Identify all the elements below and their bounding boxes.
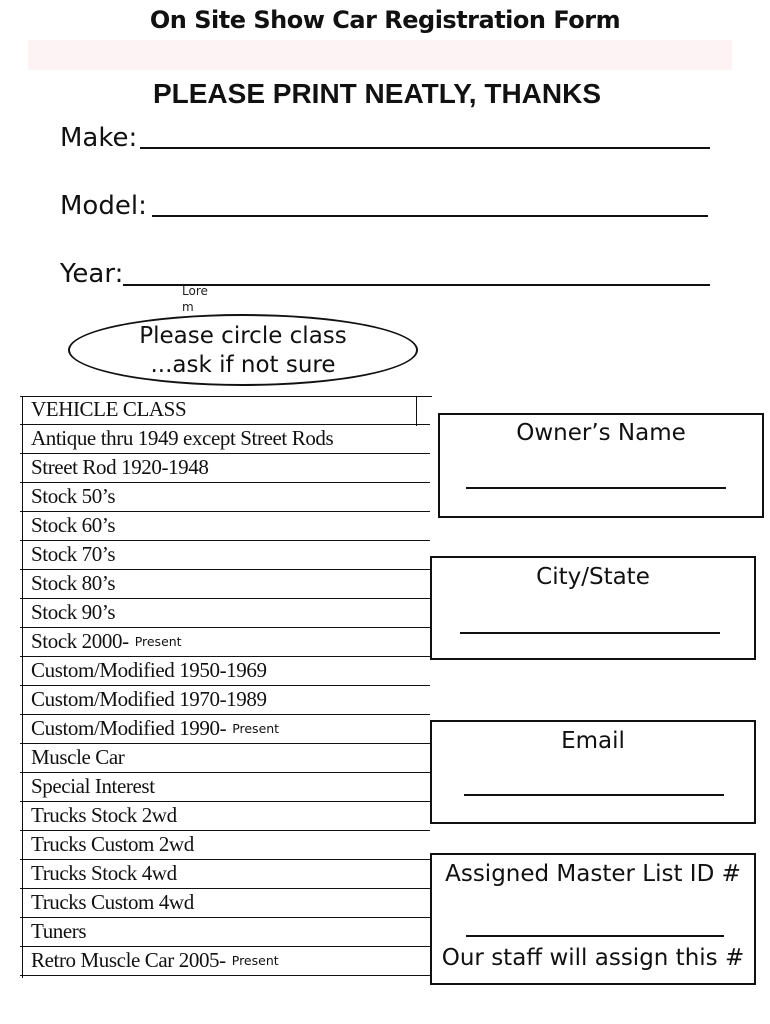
- table-row[interactable]: [20, 425, 430, 454]
- vehicle-class-label: [31, 600, 115, 625]
- table-row[interactable]: [20, 831, 430, 860]
- table-row[interactable]: [20, 657, 430, 686]
- vehicle-class-suffix: Present: [134, 634, 182, 649]
- vehicle-class-label: [31, 890, 194, 915]
- vehicle-class-label: [31, 687, 267, 712]
- vehicle-class-label: [31, 861, 177, 886]
- vehicle-class-name: Trucks Stock 4wd: [31, 861, 177, 885]
- vehicle-class-name: Custom/Modified 1970-1989: [31, 687, 267, 711]
- table-row[interactable]: [20, 628, 430, 657]
- make-line[interactable]: [140, 147, 710, 149]
- vehicle-class-name: Trucks Custom 4wd: [31, 890, 194, 914]
- vehicle-class-name: Stock 2000-: [31, 629, 129, 653]
- circle-class-note: [68, 322, 418, 380]
- staff-assign-note: Our staff will assign this #: [441, 945, 745, 971]
- table-header: VEHICLE CLASS: [31, 397, 187, 421]
- vehicle-class-name: Antique thru 1949 except Street Rods: [31, 426, 334, 450]
- table-row[interactable]: [20, 889, 430, 918]
- vehicle-class-label: [31, 484, 115, 509]
- table-row[interactable]: [20, 918, 430, 947]
- vehicle-class-name: Stock 60’s: [31, 513, 116, 537]
- vehicle-class-label: [31, 803, 177, 828]
- table-row[interactable]: [20, 570, 430, 599]
- city-state-box[interactable]: [430, 556, 756, 660]
- vehicle-class-name: Street Rod 1920-1948: [31, 455, 209, 479]
- table-row[interactable]: [20, 512, 430, 541]
- vehicle-class-label: [31, 716, 279, 741]
- print-instruction: PLEASE PRINT NEATLY, THANKS: [152, 78, 602, 109]
- model-label: Model:: [60, 191, 147, 221]
- master-list-id-label: Assigned Master List ID #: [445, 861, 741, 887]
- table-row[interactable]: [20, 860, 430, 889]
- email-box[interactable]: [430, 720, 756, 824]
- table-row[interactable]: [20, 947, 430, 976]
- table-row[interactable]: [20, 744, 430, 773]
- vehicle-class-suffix: Present: [231, 953, 279, 968]
- vehicle-class-name: Trucks Stock 2wd: [31, 803, 177, 827]
- vehicle-class-label: [31, 832, 194, 857]
- form-title: On Site Show Car Registration Form: [149, 6, 621, 34]
- vehicle-class-label: [31, 455, 208, 480]
- vehicle-class-label: [31, 658, 267, 683]
- table-row[interactable]: [20, 483, 430, 512]
- vehicle-class-label: [31, 948, 279, 973]
- table-row[interactable]: [20, 802, 430, 831]
- table-header-row: [20, 396, 430, 425]
- email-label: Email: [561, 728, 625, 754]
- table-row[interactable]: [20, 454, 430, 483]
- vehicle-class-label: [31, 919, 86, 944]
- owner-name-line: [466, 487, 726, 489]
- vehicle-class-label: [31, 745, 124, 770]
- vehicle-class-name: Tuners: [31, 919, 87, 943]
- vehicle-class-label: [31, 774, 155, 799]
- vehicle-class-label: [31, 426, 333, 451]
- table-row[interactable]: [20, 599, 430, 628]
- vehicle-class-suffix: Present: [232, 721, 280, 736]
- vehicle-class-name: Trucks Custom 2wd: [31, 832, 194, 856]
- email-line: [464, 794, 724, 796]
- table-row[interactable]: [20, 686, 430, 715]
- vehicle-class-name: Stock 70’s: [31, 542, 116, 566]
- vehicle-class-label: [31, 513, 115, 538]
- circle-class-line-2: ...ask if not sure: [150, 352, 336, 378]
- vehicle-class-label: [31, 542, 115, 567]
- year-label: Year:: [60, 259, 124, 289]
- vehicle-class-name: Custom/Modified 1990-: [31, 716, 227, 740]
- vehicle-class-label: [31, 571, 115, 596]
- table-row[interactable]: [20, 773, 430, 802]
- table-row[interactable]: [20, 541, 430, 570]
- vehicle-class-name: Stock 80’s: [31, 571, 116, 595]
- vehicle-class-name: Custom/Modified 1950-1969: [31, 658, 267, 682]
- master-list-id-box: [430, 853, 756, 985]
- vehicle-class-table: [20, 396, 432, 978]
- vehicle-class-name: Stock 50’s: [31, 484, 116, 508]
- header-band: [28, 40, 732, 70]
- table-row[interactable]: [20, 715, 430, 744]
- vehicle-class-name: Special Interest: [31, 774, 155, 798]
- make-label: Make:: [60, 123, 138, 153]
- master-list-id-line: [466, 935, 724, 937]
- vehicle-class-name: Stock 90’s: [31, 600, 116, 624]
- owner-name-label: Owner’s Name: [516, 420, 686, 446]
- stray-text: Lorem: [182, 284, 208, 314]
- vehicle-class-label: [31, 629, 182, 654]
- vehicle-class-name: Muscle Car: [31, 745, 125, 769]
- model-line[interactable]: [152, 215, 708, 217]
- city-state-line: [460, 632, 720, 634]
- vehicle-class-name: Retro Muscle Car 2005-: [31, 948, 226, 972]
- city-state-label: City/State: [536, 564, 650, 590]
- circle-class-line-1: Please circle class: [139, 323, 347, 349]
- owner-name-box[interactable]: [438, 413, 764, 518]
